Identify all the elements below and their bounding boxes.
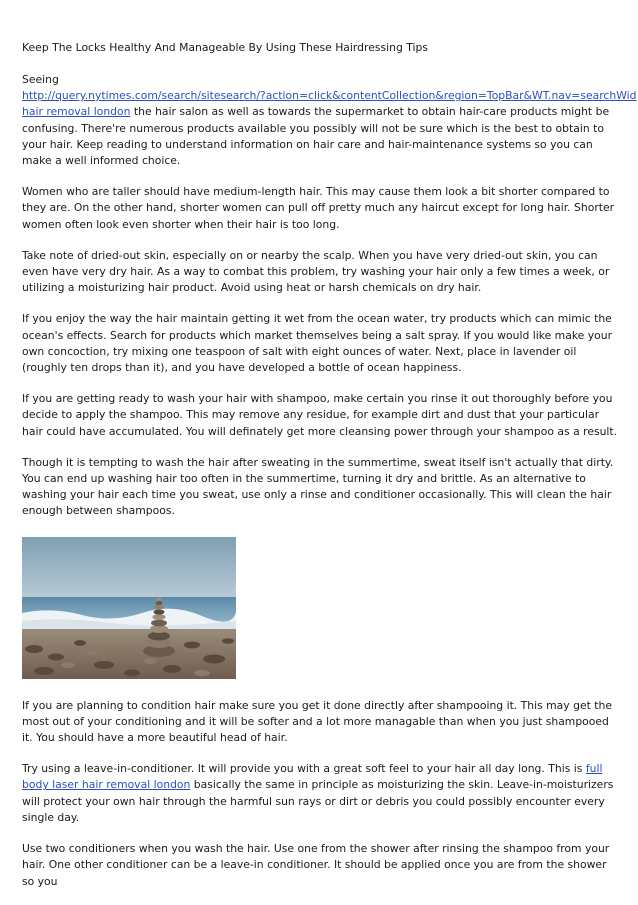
paragraph-leave-in-conditioner — [22, 761, 620, 826]
paragraph-summer-sweat: Though it is tempting to wash the hair after sweating in the summertime, sweat itself isn't actually that dirty. You can end up washing hair too often in the summertime, turning it dry and brittle. As an alternative to washing your hair each time you sweat, use only a rinse and conditioner occasionally. This will clean the hair enough between shampoos. — [22, 455, 614, 518]
article-title: Keep The Locks Healthy And Manageable By Using These Hairdressing Tips — [22, 41, 428, 54]
nytimes-search-link[interactable]: http://query.nytimes.com/search/sitesearch/?action=click&contentCollection&region=TopBar&WT.nav=searchWid — [22, 89, 637, 103]
hair-removal-london-link[interactable]: hair removal london — [22, 105, 131, 119]
paragraph-dry-skin: Take note of dried-out skin, especially on or nearby the scalp. When you have very dried-out skin, you can even have very dry hair. As a way to combat this problem, try washing your hair only a few times a week, or utilizing a moisturizing hair product. Avoid using heat or harsh chemicals on dry hair. — [22, 248, 610, 295]
paragraph-ocean-spray: If you enjoy the way the hair maintain getting it wet from the ocean water, try products which can mimic the ocean's effects. Search for products which market themselves being a salt spray. If you would like make your own concoction, try mixing one teaspoon of salt with eight ounces of water. Next, place in lavender oil (roughly ten drops than it), and you have developed a bottle of ocean happiness. — [22, 312, 613, 375]
paragraph-intro — [22, 72, 637, 169]
paragraph-rinse-before-shampoo: If you are getting ready to wash your hair with shampoo, make certain you rinse it out thoroughly before you decide to apply the shampoo. This may remove any residue, for example dirt and dust that your particular hair could have accumulated. You will definately get more cleansing power through your shampoo as a result. — [22, 392, 618, 438]
full-body-laser-link[interactable]: full body laser hair removal london — [22, 762, 603, 792]
leave-in-text-after: basically the same in principle as moisturizing the skin. Leave-in-moisturizers will protect your own hair through the harmful sun rays or dirt or debris you could possibly encounter every single day. — [22, 778, 614, 824]
paragraph-tall-women: Women who are taller should have medium-length hair. This may cause them look a bit shorter compared to they are. On the other hand, shorter women can pull off pretty much any haircut except for long hair. Shorter women often look even shorter when their hair is too long. — [22, 185, 615, 231]
leave-in-text-before: Try using a leave-in-conditioner. It will provide you with a great soft feel to your hair all day long. This is — [22, 762, 586, 776]
intro-lead-word: Seeing — [22, 73, 59, 86]
paragraph-two-conditioners: Use two conditioners when you wash the hair. Use one from the shower after rinsing the shampoo from your hair. One other conditioner can be a leave-in conditioner. It should be applied once you are from the shower so you — [22, 842, 610, 888]
stacked-stones-beach-photo — [22, 537, 236, 679]
article-body — [22, 40, 637, 905]
paragraph-condition-after-shampoo: If you are planning to condition hair make sure you get it done directly after shampooing it. This may get the most out of your conditioning and it will be softer and a lot more managable than when you just shampooed it. You should have a more beautiful head of hair. — [22, 698, 612, 745]
intro-rest-text: the hair salon as well as towards the supermarket to obtain hair-care products might be confusing. There're numerous products available you possibly will not be sure which is the best to obtain to your hair. Keep reading to understand information on hair care and hair-maintenance systems so you can make a well informed choice. — [22, 105, 610, 168]
